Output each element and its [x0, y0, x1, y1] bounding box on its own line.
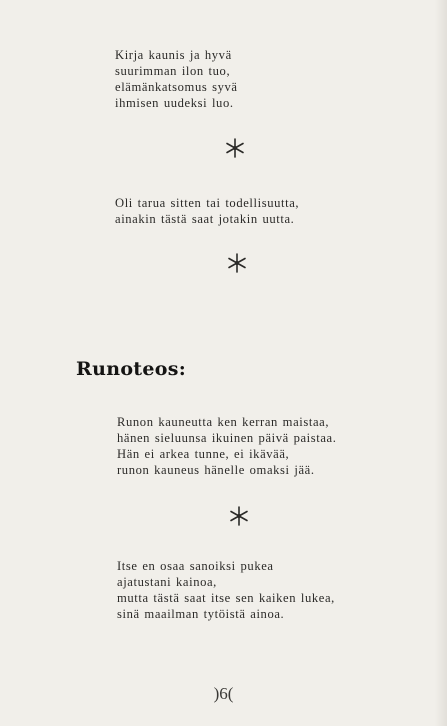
stanza-2-line-2: ainakin tästä saat jotakin uutta. — [115, 212, 295, 226]
star-ornament-icon — [228, 505, 250, 527]
stanza-1-line-3: elämänkatsomus syvä — [115, 80, 238, 94]
stanza-4-line-2: ajatustani kainoa, — [117, 575, 217, 589]
stanza-4-line-1: Itse en osaa sanoiksi pukea — [117, 559, 274, 573]
stanza-2-line-1: Oli tarua sitten tai todellisuutta, — [115, 196, 300, 210]
stanza-4 — [117, 558, 335, 622]
star-ornament-icon — [226, 252, 248, 274]
star-ornament-icon — [224, 137, 246, 159]
stanza-1 — [115, 47, 238, 111]
page-edge-shadow — [435, 0, 447, 726]
section-heading: Runoteos: — [76, 358, 187, 380]
stanza-3-line-1: Runon kauneutta ken kerran maistaa, — [117, 415, 330, 429]
stanza-1-line-2: suurimman ilon tuo, — [115, 64, 231, 78]
page-number: )6( — [213, 684, 234, 703]
stanza-2 — [115, 195, 299, 227]
stanza-1-line-1: Kirja kaunis ja hyvä — [115, 48, 232, 62]
stanza-3 — [117, 414, 337, 478]
stanza-4-line-3: mutta tästä saat itse sen kaiken lukea, — [117, 591, 335, 605]
stanza-4-line-4: sinä maailman tytöistä ainoa. — [117, 607, 285, 621]
stanza-3-line-2: hänen sieluunsa ikuinen päivä paistaa. — [117, 431, 337, 445]
stanza-1-line-4: ihmisen uudeksi luo. — [115, 96, 234, 110]
stanza-3-line-4: runon kauneus hänelle omaksi jää. — [117, 463, 315, 477]
stanza-3-line-3: Hän ei arkea tunne, ei ikävää, — [117, 447, 290, 461]
